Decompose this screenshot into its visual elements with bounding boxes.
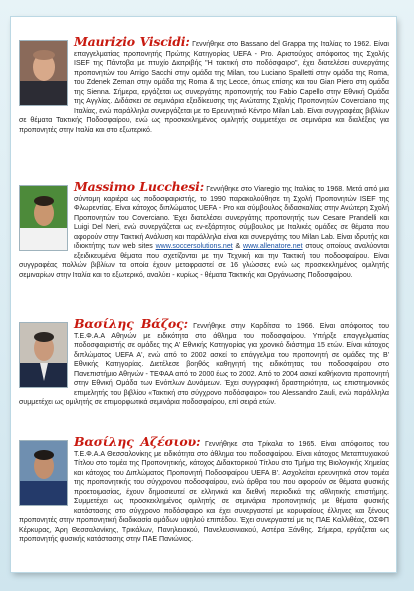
bio-name: Βασίλης Βάζος: <box>74 316 188 331</box>
bio-name: Maurizio Viscidi: <box>74 34 190 49</box>
bio-vazos <box>19 316 389 408</box>
photo-vazos <box>19 322 68 388</box>
bio-name: Βασίλης Αζέσιου: <box>74 434 201 449</box>
document-page <box>11 17 396 572</box>
photo-lucchesi <box>19 185 68 251</box>
bio-text: Γεννήθηκε στο Bassano del Grappa της Ιταλίας το 1962. Είναι επαγγελματίας προπονητής Πρώτης Κατηγορίας UEFA - Pro. Αριστούχος απόφοιτος της Σχολής ISEF της Πάντοβα με πτυχίο Διατριβής "Η τακτική στο ποδόσφαιρο", έχει διατελέσει συνεργάτης προπονητών του Arrigo Sacchi στην ομάδα της Milan, του Luciano Spalletti στην ομάδα της Roma, του Zdenek Zeman στην ομάδα της Roma & της Lecce, όπως επίσης και του Gian Piero στη ομάδα της Sienna. Σήμερα, εργάζεται ως συνεργάτης προπονητής του Fabio Capello στην Εθνική Ομάδα της Αγγλίας. Διδάσκει σε σεμινάρια εξειδίκευσης της Ανώτατης Σχολής Προπονητών Coverciano της Ιταλίας, ενώ παράλληλα συνεργάζεται με το Ερευνητικό Κέντρο Milan Lab. Είναι συγγραφέας βιβλίων σε θέματα Τακτικής Ποδοσφαίρου, ενώ ως προσκεκλημένος ομιλητής συμμετέχει σε σεμινάρια και διαλέξεις για προπονητές στην Ιταλία και στο εξωτερικό. <box>19 41 389 134</box>
bio-viscidi <box>19 34 389 135</box>
website-link[interactable]: www.soccersolutions.net <box>155 243 233 250</box>
bio-text: Γεννήθηκε στο Viaregio της Ιταλίας το 1968. Μετά από μια σύντομη καριέρα ως ποδοσφαιριστής, το 1990 παρακολούθησε τη Σχολή Προπονητών ISEF της Φλωρεντίας. Είναι κάτοχος διπλώματος UEFA - Pro και σύμβουλος διδασκαλίας στην Ανώτερη Σχολή Προπονητών του Coverciano. Έχει διατελέσει συνεργάτης προπονητής των Cesare Prandelli και Luigi Del Neri, ενώ συνεργάζεται ως εν-εξάρτητος σύμβουλος με Ιταλικές ομάδες σε θέματα που αφορούν στην Τακτική Ανάλυση και παράλληλα είναι και συνεργάτης του Milan Lab. Είναι ιδρυτής και ιδιοκτήτης των web sites <box>74 186 389 250</box>
bio-text: στους οποίους αναλύονται εξειδικευμένα θέματα που σχετίζονται με την Τεχνική και την Τακτική του ποδοσφαίρου. Είναι συγγραφέας πολλών βιβλίων τα οποία έχουν μεταφραστεί σε 16 γλώσσες ενώ ως προσκεκλημένος ομιλητής σεμιναρίων στην Ιταλία και το εξωτερικό, αναλύει - κυρίως - θέματα Τακτικής και Οργάνωσης Ποδοσφαίρου. <box>19 243 389 279</box>
photo-viscidi <box>19 40 68 106</box>
website-link[interactable]: www.allenatore.net <box>243 243 303 250</box>
bio-name: Massimo Lucchesi: <box>74 179 205 194</box>
bio-text: Γεννήθηκε στην Καρδίτσα το 1966. Είναι απόφοιτος του Τ.Ε.Φ.Α.Α Αθηνών με ειδικότητα στο άθλημα του ποδοσφαίρου. Υπήρξε επαγγελματίας ποδοσφαιριστής σε ομάδες της Α' Εθνικής Κατηγορίας για χρονικό διάστημα 15 ετών. Είναι κάτοχος διπλώματος UEFA A', ενώ από το 2002 ασκεί το επάγγελμα του προπονητή σε ομάδες της Β' Εθνικής Κατηγορίας. Διετέλεσε βοηθός καθηγητή της ειδικότητας του ποδοσφαίρου στο Πανεπιστήμιο Αθηνών - ΤΕΦΑΑ από το 2000 έως το 2002. Από το 2004 ασκεί καθήκοντα προπονητή στην Εθνική Ομάδα των Ενόπλων Δυνάμεων. Έχει συγγραφική δραστηριότητα, ως επιστημονικός επιμελητής του βιβλίου «Τακτική στο σύγχρονο ποδόσφαιρο» του Alessandro Zauli, ενώ παράλληλα συμμετέχει ως ομιλητής σε επιμορφωτικά σεμινάρια ποδοσφαίρου, επί σειρά ετών. <box>19 323 389 406</box>
bio-lucchesi <box>19 179 389 280</box>
photo-azesiou <box>19 440 68 506</box>
bio-azesiou <box>19 434 390 545</box>
bio-text: Γεννήθηκε στα Τρίκαλα το 1965. Είναι απόφοιτος του Τ.Ε.Φ.Α.Α Θεσσαλονίκης με ειδικότητα στο άθλημα του ποδοσφαίρου. Είναι κάτοχος Μεταπτυχιακού Τίτλου στο τομέα της Προπονητικής, κάτοχος Διδακτορικού Τίτλου στο Τμήμα της Βιολογικής Χημείας και κάτοχος του Διπλώματος Προπονητή Ποδοσφαίρου UEFA Β'. Ασχολείται ερευνητικά στον τομέα της προπονητικής του σύγχρονου ποδοσφαίρου, ενώ άρθρα του που αφορούν σε θέματα φυσικής προετοιμασίας, έχουν δημοσιευτεί σε ελληνικά και διεθνή περιοδικά της αθλητικής επιστήμης. Συμμετέχει ως προσκεκλημένος ομιλητής σε σεμινάρια προπονητικής με θέματα φυσικής κατάστασης στο σύγχρονο ποδόσφαιρο και έχει συνεργαστεί με κορυφαίους έλληνες και ξένους προπονητές στην προπονητική διαδικασία ομάδων υψηλού επιπέδου. Έχει συνεργαστεί με τις ΠΑΕ Καλλιθέας, ΟΣΦΠ Κέρκυρας, Άρη Θεσσαλονίκης, Τρικάλων, Πανηλειακού, Πανελευσινιακού, Αστέρα Ξάνθης. Σήμερα, εργάζεται ως προπονητής φυσικής κατάστασης στην ΠΑΕ Πανιώνιος. <box>19 441 390 543</box>
link-separator: & <box>232 243 243 250</box>
